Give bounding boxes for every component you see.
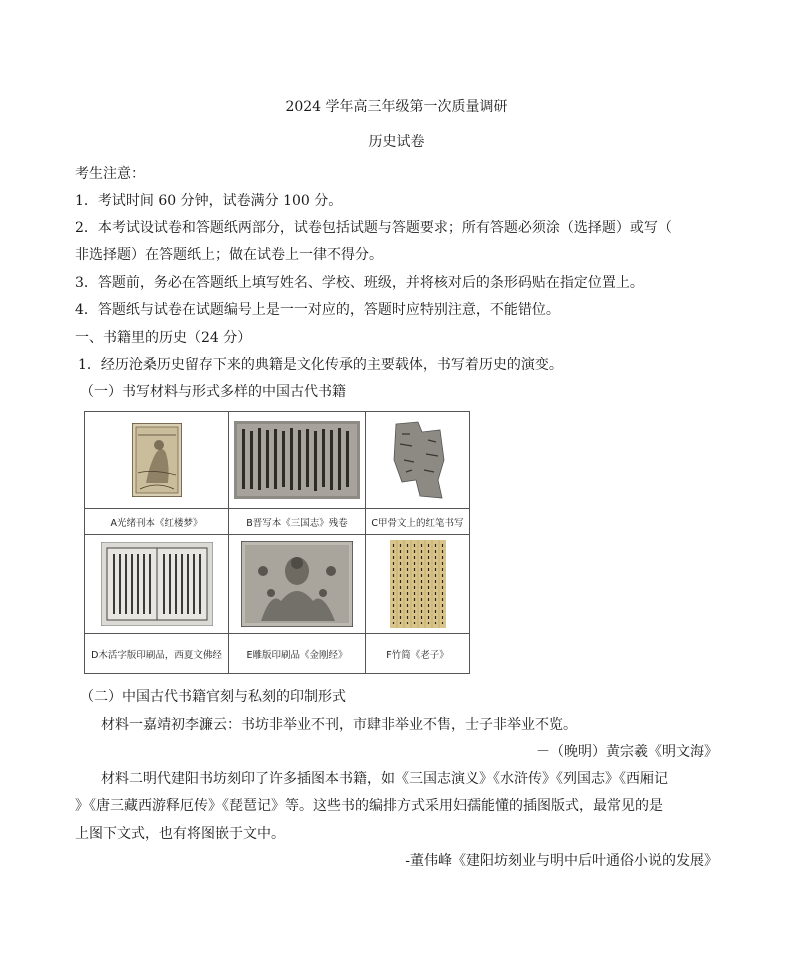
- caption-d: D木活字版印刷品，西夏文佛经: [91, 649, 222, 661]
- oracle-bone-image: [388, 420, 448, 500]
- exam-title: 2024 学年高三年级第一次质量调研: [285, 99, 508, 115]
- diamond-sutra-image: [241, 541, 353, 627]
- xixia-sutra-image: [101, 542, 213, 626]
- caption-e: E雕版印刷品《金刚经》: [246, 649, 348, 661]
- notice-item-2: 2．本考试设试卷和答题纸两部分，试卷包括试题与答题要求；所有答题必须涂（选择题）或写（: [75, 220, 672, 236]
- part-1-heading: （一）书写材料与形式多样的中国古代书籍: [80, 384, 346, 400]
- honglou-print-image: [132, 423, 182, 497]
- caption-cell-d: [85, 634, 229, 673]
- caption-f: F竹简《老子》: [386, 649, 449, 661]
- part-2-heading: （二）中国古代书籍官刻与私刻的印制形式: [80, 689, 346, 705]
- exam-subject: 历史试卷: [368, 134, 425, 150]
- caption-c: C甲骨文上的红笔书写: [371, 517, 464, 529]
- material-1: 材料一嘉靖初李濂云：书坊非举业不刊，市肆非举业不售，士子非举业不览。: [101, 717, 577, 733]
- material-2-line-3: 上图下文式，也有将图嵌于文中。: [75, 826, 285, 842]
- section-heading: 一、书籍里的历史（24 分）: [75, 330, 252, 346]
- image-cell-e: [229, 535, 366, 634]
- book-image-table: [84, 411, 470, 674]
- material-2-line-1: 材料二明代建阳书坊刻印了许多插图本书籍，如《三国志演义》《水浒传》《列国志》《西厢记: [101, 771, 668, 787]
- notice-heading: 考生注意：: [75, 166, 145, 182]
- bamboo-slips-image: [390, 540, 446, 628]
- question-1: 1．经历沧桑历史留存下来的典籍是文化传承的主要载体，书写着历史的演变。: [78, 357, 563, 373]
- caption-cell-c: [366, 509, 469, 535]
- image-cell-a: [85, 412, 229, 509]
- notice-item-2-cont: 非选择题）在答题纸上；做在试卷上一律不得分。: [75, 247, 383, 263]
- caption-cell-b: [229, 509, 366, 535]
- notice-item-1: 1．考试时间 60 分钟，试卷满分 100 分。: [75, 193, 343, 209]
- image-cell-f: [366, 535, 469, 634]
- image-cell-d: [85, 535, 229, 634]
- material-2-source: -董伟峰《建阳坊刻业与明中后叶通俗小说的发展》: [405, 853, 718, 869]
- caption-a: A光绪刊本《红楼梦》: [110, 517, 203, 529]
- caption-b: B晋写本《三国志》残卷: [246, 517, 348, 529]
- material-2-line-2: 》《唐三藏西游释厄传》《琵琶记》等。这些书的编排方式采用妇孺能懂的插图版式，最常见的是: [75, 798, 663, 814]
- caption-cell-a: [85, 509, 229, 535]
- image-cell-c: [366, 412, 469, 509]
- sanguozhi-manuscript-image: [234, 421, 360, 499]
- notice-item-3: 3．答题前，务必在答题纸上填写姓名、学校、班级，并将核对后的条形码贴在指定位置上。: [75, 275, 644, 291]
- material-1-source: －（晚明）黄宗羲《明文海》: [536, 744, 718, 760]
- notice-item-4: 4．答题纸与试卷在试题编号上是一一对应的，答题时应特别注意，不能错位。: [75, 302, 560, 318]
- caption-cell-e: [229, 634, 366, 673]
- caption-cell-f: [366, 634, 469, 673]
- image-cell-b: [229, 412, 366, 509]
